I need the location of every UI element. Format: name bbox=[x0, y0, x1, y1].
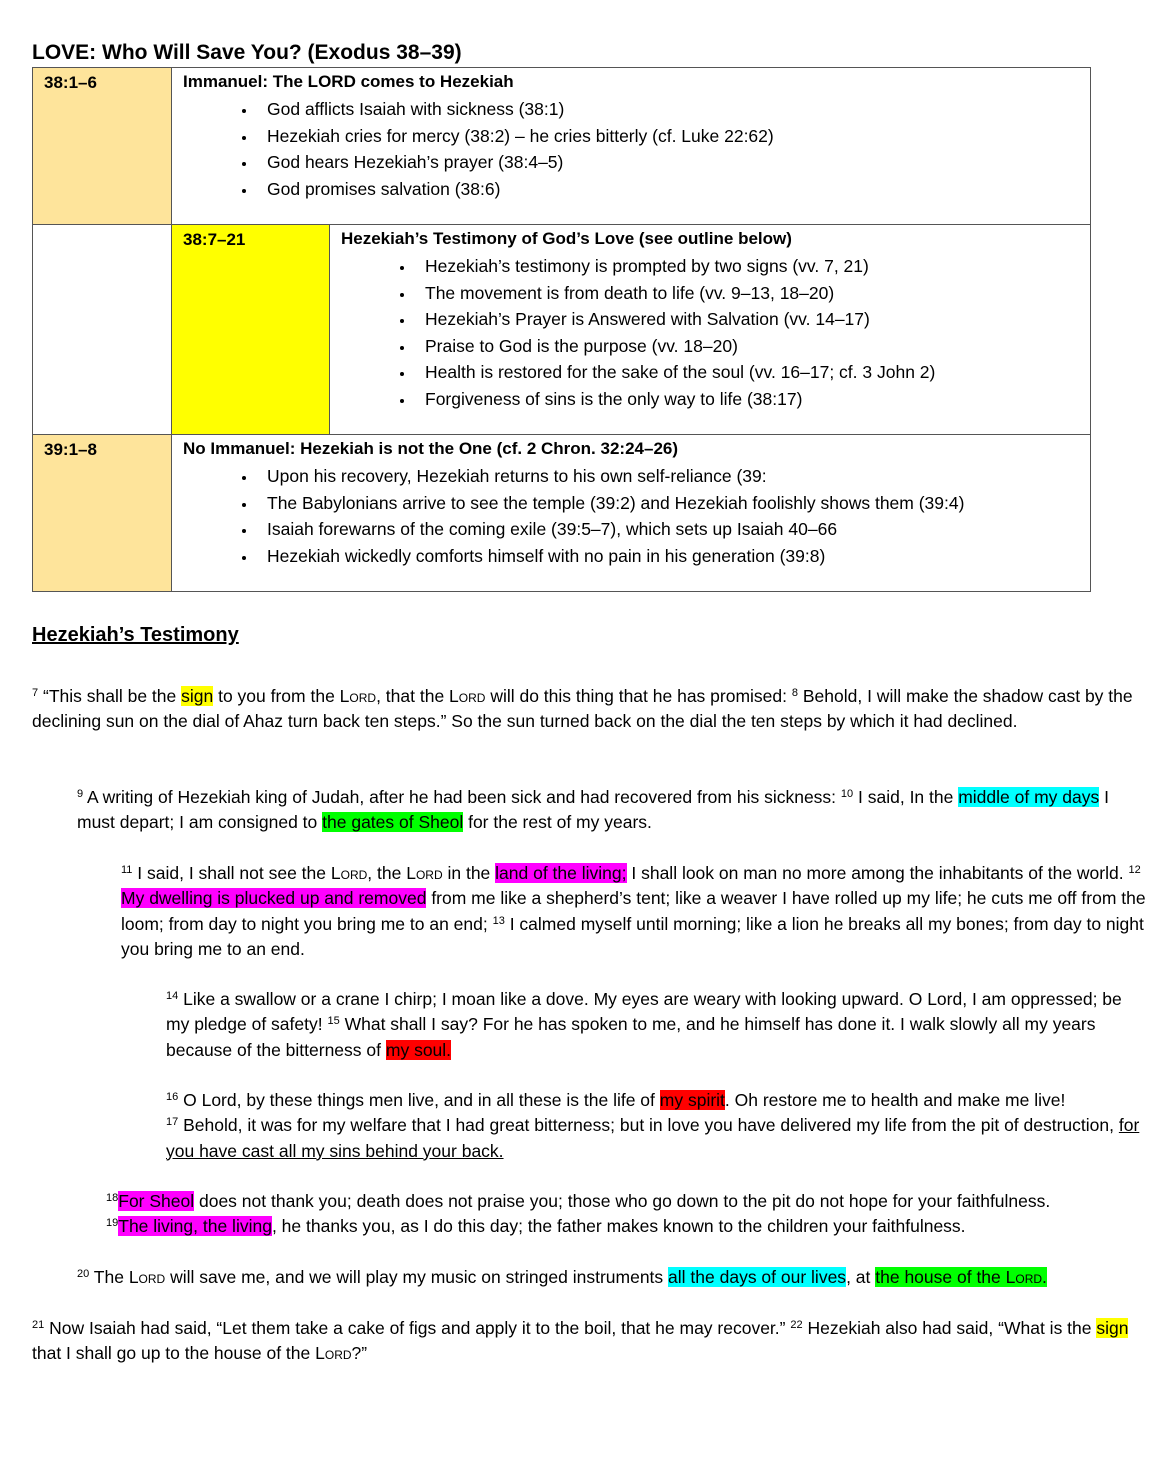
highlight-land-of-the-living: land of the living; bbox=[495, 863, 627, 883]
small-caps: ord bbox=[340, 863, 368, 883]
list-item: • Forgiveness of sins is the only way to life (38:17) bbox=[415, 386, 1090, 413]
empty-cell bbox=[33, 225, 172, 435]
ref-cell: 38:1–6 bbox=[33, 68, 172, 225]
list-item: • Hezekiah’s testimony is prompted by two signs (vv. 7, 21) bbox=[415, 253, 1090, 280]
list-item: • Hezekiah’s Prayer is Answered with Salvation (vv. 14–17) bbox=[415, 306, 1090, 333]
verse-number: 13 bbox=[492, 914, 505, 927]
verse-number: 21 bbox=[32, 1319, 45, 1331]
verse-9-10 bbox=[77, 785, 1142, 836]
row-heading: Hezekiah’s Testimony of God’s Love (see outline below) bbox=[341, 229, 792, 248]
verse-18-19 bbox=[106, 1189, 1158, 1240]
bullet-list bbox=[330, 253, 1090, 412]
verse-text: , the L bbox=[367, 863, 416, 883]
verse-text: Like a swallow or a crane I chirp; I moan like a dove. My eyes are weary with looking upward. O Lord, I am oppressed; be my pledge of safety! bbox=[166, 989, 1122, 1035]
underlined-text: for you have cast all my sins behind your back. bbox=[166, 1115, 1140, 1161]
verse-number: 10 bbox=[840, 788, 854, 800]
verse-number: 15 bbox=[327, 1015, 340, 1028]
list-item: • Health is restored for the sake of the soul (vv. 16–17; cf. 3 John 2) bbox=[415, 359, 1090, 386]
small-caps: ord bbox=[138, 1267, 166, 1287]
verse-7-8 bbox=[32, 684, 1142, 735]
verse-text: Hezekiah also had said, “What is the bbox=[802, 1318, 1097, 1338]
verse-text: O Lord, by these things men live, and in all these is the life of bbox=[178, 1090, 660, 1110]
list-item: • Isaiah forewarns of the coming exile (39:5–7), which sets up Isaiah 40–66 bbox=[257, 516, 1090, 543]
highlight-house-of-the-lord bbox=[875, 1267, 1047, 1287]
verse-text: I calmed myself until morning; like a lion he breaks all my bones; from day to night you bring me to an end. bbox=[121, 913, 1144, 959]
content-cell bbox=[172, 435, 1091, 592]
verse-20 bbox=[77, 1265, 1157, 1290]
verse-text: will do this thing that he has promised: bbox=[485, 686, 792, 706]
verse-number: 22 bbox=[790, 1319, 803, 1331]
outline-row-38-7-21 bbox=[33, 225, 1091, 435]
verse-text: I said, In the bbox=[853, 787, 959, 807]
highlight-sign: sign bbox=[181, 686, 214, 706]
verse-number: 17 bbox=[166, 1116, 179, 1129]
verse-number: 16 bbox=[166, 1091, 179, 1103]
outline-row-38-1-6 bbox=[33, 68, 1091, 225]
verse-text: Behold, it was for my welfare that I had great bitterness; but in love you have delivered my life from the pit of destruction, bbox=[178, 1115, 1119, 1136]
list-item: • God afflicts Isaiah with sickness (38:1) bbox=[257, 96, 1090, 123]
verse-text: from me like a shepherd’s tent; like a weaver I have rolled up my life; he cuts me off from the loom; from day to night you bring me to an end; bbox=[121, 888, 1146, 934]
verse-text: I shall look on man no more among the inhabitants of the world. bbox=[626, 863, 1129, 883]
content-cell bbox=[172, 68, 1091, 225]
verse-number: 8 bbox=[791, 687, 798, 699]
verse-text: Now Isaiah had said, “Let them take a cake of figs and apply it to the boil, that he may recover.” bbox=[44, 1318, 791, 1338]
outline-row-39-1-8 bbox=[33, 435, 1091, 592]
small-caps: ord bbox=[458, 686, 486, 706]
verse-text: in the bbox=[442, 863, 496, 883]
verse-14-15 bbox=[166, 987, 1146, 1063]
content-cell bbox=[330, 225, 1091, 435]
verse-number: 14 bbox=[166, 990, 179, 1002]
verse-text: The L bbox=[89, 1267, 139, 1287]
verse-21-22 bbox=[32, 1316, 1152, 1367]
list-item: • Upon his recovery, Hezekiah returns to his own self-reliance (39: bbox=[257, 463, 1090, 490]
verse-text: will save me, and we will play my music on stringed instruments bbox=[165, 1267, 669, 1287]
highlight-the-living: The living, the living bbox=[118, 1216, 272, 1237]
row-heading: No Immanuel: Hezekiah is not the One (cf. 2 Chron. 32:24–26) bbox=[183, 439, 679, 458]
ref-cell: 38:7–21 bbox=[172, 225, 330, 435]
highlight-my-spirit: my spirit bbox=[659, 1090, 725, 1110]
small-caps: ord bbox=[324, 1343, 352, 1364]
verse-text: ?” bbox=[351, 1343, 368, 1364]
highlight-all-the-days: all the days of our lives bbox=[668, 1267, 847, 1287]
ref-cell: 39:1–8 bbox=[33, 435, 172, 592]
list-item: • The Babylonians arrive to see the temple (39:2) and Hezekiah foolishly shows them (39:4) bbox=[257, 490, 1090, 517]
page-title: LOVE: Who Will Save You? (Exodus 38–39) bbox=[32, 41, 462, 64]
outline-table bbox=[32, 67, 1091, 592]
verse-text: Behold, I will make the shadow cast by the declining sun on the dial of Ahaz turn back ten steps.” So the sun turned back on the dial the ten steps by which it had declined. bbox=[32, 686, 1133, 732]
highlight-sign: sign bbox=[1096, 1318, 1129, 1338]
list-item: • God hears Hezekiah’s prayer (38:4–5) bbox=[257, 149, 1090, 176]
list-item: • Hezekiah cries for mercy (38:2) – he cries bitterly (cf. Luke 22:62) bbox=[257, 123, 1090, 150]
verse-number: 19 bbox=[106, 1217, 119, 1230]
row-heading: Immanuel: The LORD comes to Hezekiah bbox=[183, 72, 514, 91]
verse-text: What shall I say? For he has spoken to me, and he himself has done it. I walk slowly all my years because of the bitterness of bbox=[166, 1014, 1096, 1060]
verse-16-17 bbox=[166, 1088, 1156, 1164]
verse-text: . Oh restore me to health and make me live! bbox=[724, 1090, 1066, 1110]
bullet-list bbox=[172, 463, 1090, 569]
highlight-text: . bbox=[1042, 1267, 1047, 1287]
small-caps: ord bbox=[349, 686, 377, 706]
highlight-gates-of-sheol: the gates of Sheol bbox=[322, 812, 464, 833]
verse-number: 9 bbox=[77, 788, 84, 800]
verse-text: to you from the L bbox=[213, 686, 350, 706]
small-caps: ord bbox=[1015, 1267, 1043, 1287]
highlight-my-soul: my soul. bbox=[385, 1039, 452, 1060]
verse-number: 18 bbox=[106, 1192, 119, 1204]
highlight-text: the house of the L bbox=[875, 1267, 1016, 1287]
verse-text: , he thanks you, as I do this day; the father makes known to the children your faithfulness. bbox=[271, 1216, 966, 1237]
highlight-dwelling: My dwelling is plucked up and removed bbox=[121, 888, 427, 909]
list-item: • God promises salvation (38:6) bbox=[257, 176, 1090, 203]
bullet-list bbox=[172, 96, 1090, 202]
small-caps: ord bbox=[415, 863, 443, 883]
verse-text: for the rest of my years. bbox=[463, 812, 652, 833]
verse-text: does not thank you; death does not praise you; those who go down to the pit do not hope for your faithfulness. bbox=[194, 1191, 1051, 1211]
verse-text: A writing of Hezekiah king of Judah, after he had been sick and had recovered from his sickness: bbox=[83, 787, 841, 807]
list-item: • Hezekiah wickedly comforts himself with no pain in his generation (39:8) bbox=[257, 543, 1090, 570]
list-item: • The movement is from death to life (vv. 9–13, 18–20) bbox=[415, 280, 1090, 307]
verse-text: , at bbox=[846, 1267, 876, 1287]
verse-text: that I shall go up to the house of the L bbox=[32, 1343, 325, 1364]
verse-text: “This shall be the bbox=[38, 686, 182, 706]
highlight-middle-of-my-days: middle of my days bbox=[958, 787, 1100, 807]
list-item: • Praise to God is the purpose (vv. 18–20) bbox=[415, 333, 1090, 360]
verse-number: 7 bbox=[32, 687, 39, 699]
verse-number: 11 bbox=[121, 864, 133, 876]
highlight-for-sheol: For Sheol bbox=[118, 1191, 195, 1211]
verse-number: 12 bbox=[1128, 864, 1141, 876]
section-heading: Hezekiah’s Testimony bbox=[32, 624, 239, 646]
verse-text: I said, I shall not see the L bbox=[132, 863, 341, 883]
verse-number: 20 bbox=[77, 1268, 90, 1280]
verse-text: I must depart; I am consigned to bbox=[77, 787, 1109, 833]
verse-text: , that the L bbox=[376, 686, 459, 706]
verse-11-13 bbox=[121, 861, 1157, 962]
